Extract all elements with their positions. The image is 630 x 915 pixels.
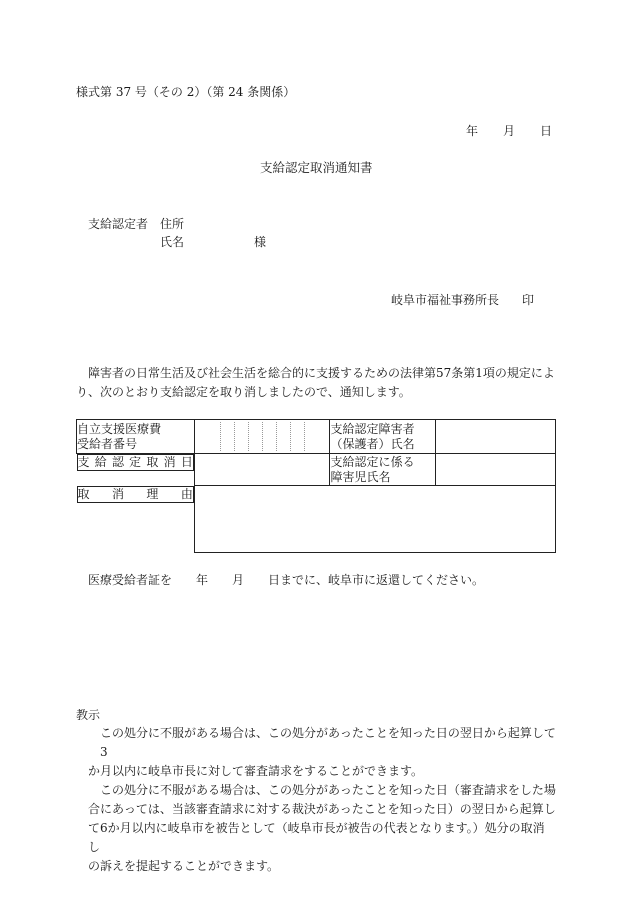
instruction-body [76, 724, 556, 876]
label-text: 支 給 認 定 に 係 る [330, 454, 415, 469]
instruction-line: て6か月以内に岐阜市を被告として（岐阜市長が被告の代表となります。）処分の取消し [88, 821, 545, 854]
cancel-reason-label: 取 消 理 由 [77, 486, 193, 501]
label-line [330, 455, 435, 470]
cancel-date-field[interactable] [194, 454, 330, 486]
return-notice-prefix: 医療受給者証を [88, 573, 173, 587]
issuer-name: 岐阜市福祉事務所長 [391, 293, 500, 307]
return-notice-year: 年 [196, 573, 209, 587]
label-text: 自 立 支 援 医 療 費 [77, 421, 162, 436]
instruction-line: か月以内に岐阜市長に対して審査請求をすることができます。 [88, 764, 424, 778]
document-title: 支給認定取消通知書 [260, 160, 373, 175]
guardian-name-label [330, 420, 436, 454]
body-paragraph [76, 364, 556, 402]
medical-cert-number-field[interactable] [194, 420, 330, 454]
address-label: 住所 [160, 217, 185, 231]
table-row [77, 454, 556, 486]
child-name-label [330, 454, 436, 486]
date-month-unit: 月 [503, 124, 516, 138]
honorific: 様 [254, 235, 267, 249]
notice-table [76, 419, 556, 553]
instruction-line: 合にあっては、当該審査請求に対する裁決があったことを知った日）の翌日から起算し [88, 802, 556, 816]
cancel-reason-field[interactable] [194, 486, 555, 553]
instruction-line: この処分に不服がある場合は、この処分があったことを知った日（審査請求をした場 [100, 783, 556, 797]
recipient-role: 支給認定者 [88, 217, 149, 231]
return-notice-suffix: 日までに、岐阜市に返還してください。 [268, 573, 485, 587]
label-text: 障 害 児 氏 名 [330, 469, 391, 484]
digit-boxes [207, 422, 318, 451]
label-line [330, 422, 435, 437]
date-year-unit: 年 [466, 124, 479, 138]
cancel-date-label: 支 給 認 定 取 消 日 [77, 455, 193, 469]
label-line [330, 470, 435, 485]
instruction-heading: 教示 [76, 708, 101, 722]
medical-cert-number-label [77, 420, 195, 454]
seal-mark: 印 [522, 293, 535, 307]
label-line [77, 422, 194, 437]
label-line [330, 437, 435, 452]
table-row [77, 486, 556, 553]
guardian-name-field[interactable] [436, 420, 556, 454]
body-line-1: 障害者の日常生活及び社会生活を総合的に支援するための法律第57条第1項の規定によ [88, 366, 555, 380]
table-row [77, 420, 556, 454]
label-text: 支 給 認 定 障 害 者 [330, 421, 415, 436]
body-line-2: り、次のとおり支給認定を取り消しましたので、通知します。 [76, 385, 411, 399]
label-line [77, 437, 194, 452]
name-label: 氏名 [160, 235, 185, 249]
date-day-unit: 日 [540, 124, 553, 138]
label-text: （ 保 護 者 ） 氏 名 [330, 436, 415, 451]
child-name-field[interactable] [436, 454, 556, 486]
form-number: 様式第 37 号（その 2）（第 24 条関係） [76, 85, 296, 99]
instruction-line: この処分に不服がある場合は、この処分があったことを知った日の翌日から起算して3 [100, 726, 556, 759]
instruction-line: の訴えを提起することができます。 [88, 859, 280, 873]
label-text: 受 給 者 番 号 [77, 436, 138, 451]
return-notice-month: 月 [232, 573, 245, 587]
